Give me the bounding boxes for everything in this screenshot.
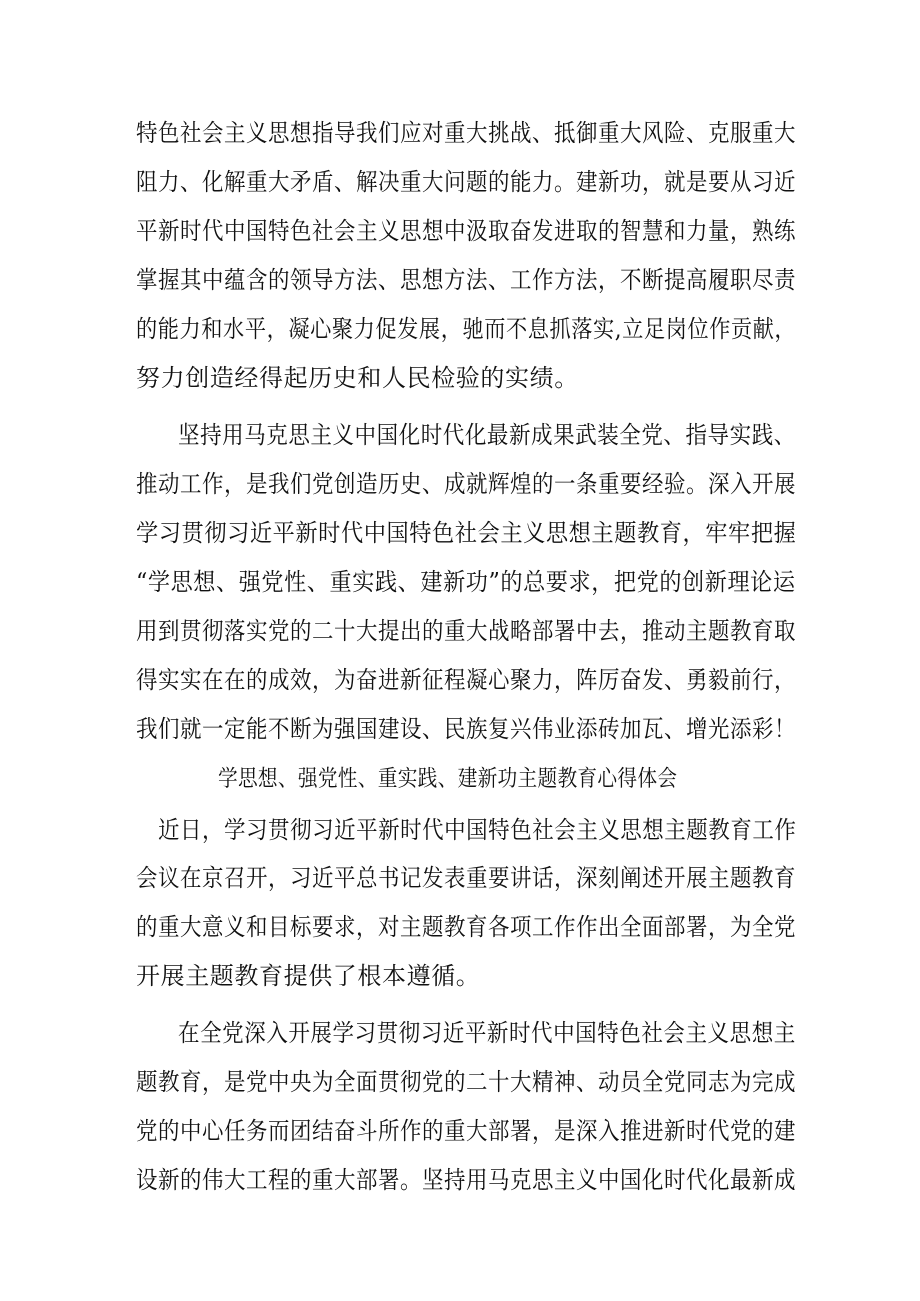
- paragraph-line: 坚持用马克思主义中国化时代化最新成果武装全党、指导实践、: [178, 421, 796, 449]
- paragraph-line: 学习贯彻习近平新时代中国特色社会主义思想主题教育，牢牢把握: [136, 519, 797, 547]
- paragraph-line: 推动工作，是我们党创造历史、成就辉煌的一条重要经验。深入开展: [136, 470, 796, 498]
- paragraph-line: 题教育，是党中央为全面贯彻党的二十大精神、动员全党同志为完成: [136, 1068, 796, 1096]
- paragraph-line: 的重大意义和目标要求，对主题教育各项工作作出全面部署，为全党: [136, 913, 796, 941]
- paragraph-line: 会议在京召开，习近平总书记发表重要讲话，深刻阐述开展主题教育: [136, 864, 796, 892]
- paragraph-line: 在全党深入开展学习贯彻习近平新时代中国特色社会主义思想主: [178, 1019, 796, 1047]
- paragraph-line: 特色社会主义思想指导我们应对重大挑战、抵御重大风险、克服重大: [136, 119, 796, 147]
- paragraph-line: 设新的伟大工程的重大部署。坚持用马克思主义中国化时代化最新成: [136, 1166, 796, 1194]
- paragraph-line: “学思想、强党性、重实践、建新功”的总要求，把党的创新理论运: [136, 568, 796, 596]
- paragraph-line: 用到贯彻落实党的二十大提出的重大战略部署中去，推动主题教育取: [136, 617, 796, 645]
- paragraph-line: 近日，学习贯彻习近平新时代中国特色社会主义思想主题教育工作: [158, 816, 797, 844]
- paragraph-line: 党的中心任务而团结奋斗所作的重大部署，是深入推进新时代党的建: [136, 1117, 796, 1145]
- paragraph-line: 阻力、化解重大矛盾、解决重大问题的能力。建新功，就是要从习近: [136, 168, 796, 196]
- paragraph-line: 平新时代中国特色社会主义思想中汲取奋发进取的智慧和力量，熟练: [136, 217, 796, 245]
- paragraph-line: 掌握其中蕴含的领导方法、思想方法、工作方法，不断提高履职尽责: [136, 266, 796, 294]
- paragraph-line: 的能力和水平，凝心聚力促发展，驰而不息抓落实,立足岗位作贡献，: [136, 315, 797, 343]
- paragraph-line: 努力创造经得起历史和人民检验的实绩。: [136, 364, 579, 392]
- paragraph-line: 开展主题教育提供了根本遵循。: [136, 962, 481, 990]
- section-title: 学思想、强党性、重实践、建新功主题教育心得体会: [218, 766, 678, 792]
- paragraph-line: 得实实在在的成效，为奋进新征程凝心聚力，阵厉奋发、勇毅前行，: [136, 666, 796, 694]
- paragraph-line: 我们就一定能不断为强国建设、民族复兴伟业添砖加瓦、增光添彩！: [136, 715, 796, 743]
